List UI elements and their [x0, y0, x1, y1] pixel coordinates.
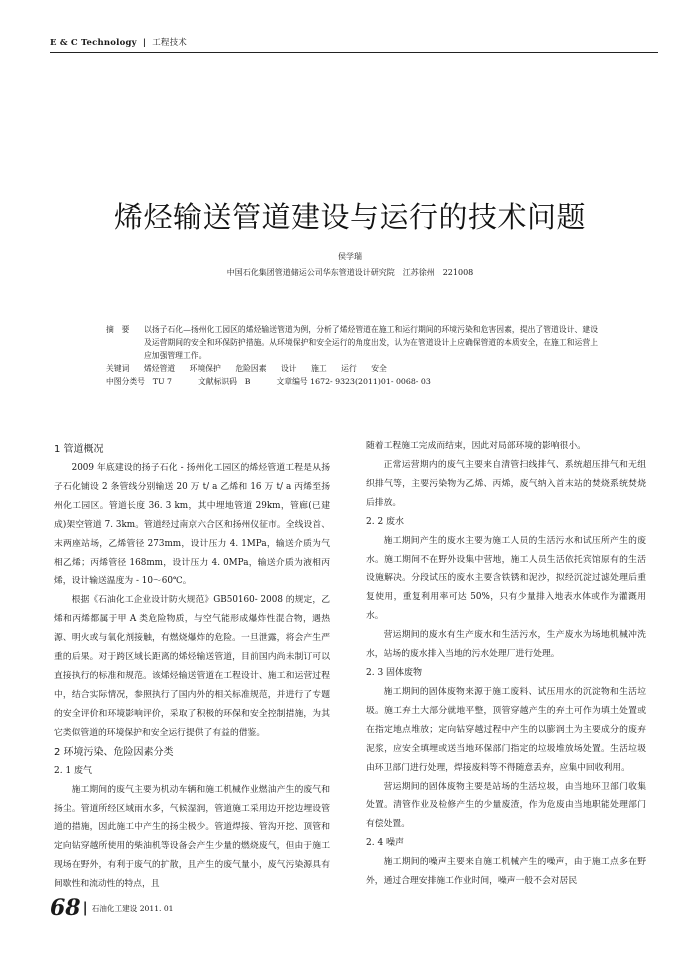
article-title: 烯烃输送管道建设与运行的技术问题 — [113, 200, 586, 235]
section-heading: 1 管道概况 — [54, 444, 104, 455]
right-column — [366, 437, 646, 891]
journal-issue: 石油化工建设 2011. 01 — [91, 903, 174, 913]
abstract-text: 以扬子石化—扬州化工园区的烯烃输送管道为例，分析了烯烃管道在施工和运行期间的环境污染和危害因素，提出了管道设计、建设及运营期间的安全和环保防护措施。从环境保护和安全运行的角度出发，认为在管道设计上应确保管道的本质安全，在施工和运营上应加强管理工作。 — [144, 325, 598, 360]
paragraph: 营运期间的固体废物主要是站场的生活垃圾，由当地环卫部门收集处置。清管作业及检修产生的少量废渣，作为危废由当地职能处理部门有偿处置。 — [366, 781, 646, 830]
author: 侯学瑞 — [338, 252, 362, 261]
running-header — [50, 36, 658, 48]
section-heading: 2 环境污染、危险因素分类 — [54, 746, 174, 758]
subsection-heading: 2. 4 噪声 — [366, 838, 405, 849]
article-number: 文章编号 1672- 9323(2011)01- 0068- 03 — [276, 377, 431, 386]
keywords-label: 关键词 — [106, 364, 130, 373]
paragraph: 施工期间的固体废物来源于施工废料、试压用水的沉淀物和生活垃圾。施工弃土大部分就地平整，顶管穿越产生的弃土可作为填土处置或在指定地点堆放；定向钻穿越过程中产生的以膨润土为主要成分的废弃泥浆，应安全填埋或送当地环保部门指定的垃圾堆放场处置。生活垃圾由环卫部门进行处理，焊接废料等不得随意丢弃，应集中回收利用。 — [366, 686, 646, 773]
left-column — [54, 440, 330, 894]
header-rule — [50, 52, 658, 53]
paragraph: 施工期间的噪声主要来自施工机械产生的噪声，由于施工点多在野外，通过合理安排施工作业时间，噪声一般不会对居民 — [366, 857, 646, 887]
abstract-block — [106, 323, 598, 388]
footer-separator: | — [82, 900, 88, 916]
abstract-label: 摘 要 — [106, 325, 130, 334]
subsection-heading: 2. 1 废气 — [54, 765, 93, 776]
keyword: 环境保护 — [189, 364, 221, 373]
keyword: 危险因素 — [235, 364, 267, 373]
paragraph: 2009 年底建设的扬子石化 - 扬州化工园区的烯烃管道工程是从扬子石化铺设 2 条管线分别输送 20 万 t/ a 乙烯和 16 万 t/ a 丙烯至扬州化工园区。管道长度 36. 3 km，其中埋地管道 29km，管廊(已建成)架空管道 7. 3km。管道经过南京六合区和扬州仪征市。全线设首、末两座站场，乙烯管径 273mm，设计压力 4. 1MPa，输送介质为气相乙烯；丙烯管径 168mm，设计压力 4. 0MPa，输送介质为液相丙烯，设计输送温度为 - 10～60℃。 — [54, 463, 330, 587]
page-footer — [50, 893, 174, 923]
keywords-list — [144, 362, 598, 375]
paragraph: 营运期间的废水有生产废水和生活污水，生产废水为场地机械冲洗水，站场的废水排入当地的污水处理厂进行处理。 — [366, 630, 646, 660]
keyword: 烯烃管道 — [144, 364, 176, 373]
paragraph: 正常运营期内的废气主要来自清管扫线排气、系统超压排气和无组织排气等，主要污染物为乙烯、丙烯，废气纳入首末站的焚烧系统焚烧后排放。 — [366, 459, 646, 508]
paragraph: 施工期间的废气主要为机动车辆和施工机械作业燃油产生的废气和扬尘。管道所经区域雨水多，气候湿润，管道施工采用边开挖边埋设管道的措施，因此施工中产生的扬尘极少。管道焊接、管沟开挖、顶管和定向钻穿越所使用的柴油机等设备会产生少量的燃烧废气，但由于施工现场在野外，有利于废气的扩散，且产生的废气量小，废气污染源具有间歇性和流动性的特点，且 — [54, 784, 330, 890]
paragraph: 随着工程施工完成而结束，因此对局部环境的影响很小。 — [366, 441, 586, 451]
keyword: 施工 — [311, 364, 327, 373]
journal-english-name: E & C Technology — [50, 38, 137, 48]
keyword: 安全 — [371, 364, 387, 373]
keyword: 设计 — [281, 364, 297, 373]
paragraph: 根据《石油化工企业设计防火规范》GB50160- 2008 的规定，乙烯和丙烯都属于甲 A 类危险物质，与空气能形成爆炸性混合物，遇热源、明火或与氧化剂接触，有燃烧爆炸的危险。一旦泄露，将会产生严重的后果。对于跨区域长距离的烯烃输送管道，目前国内尚未制订可以直接执行的标准和规范。该烯烃输送管道在工程设计、施工和运营过程中，结合实际情况，参照执行了国内外的相关标准规范，并进行了专题的安全评价和环境影响评价，采取了积极的环保和安全控制措施，为其它类似管道的环境保护和安全运行提供了有益的借鉴。 — [54, 595, 330, 738]
section-name: 工程技术 — [152, 38, 187, 48]
subsection-heading: 2. 3 固体废物 — [366, 667, 423, 678]
affiliation: 中国石化集团管道储运公司华东管道设计研究院 江苏徐州 221008 — [226, 268, 474, 277]
keyword: 运行 — [341, 364, 357, 373]
document-code: 文献标识码 B — [198, 377, 251, 386]
clc-number: 中图分类号 TU 7 — [106, 377, 172, 386]
paragraph: 施工期间产生的废水主要为施工人员的生活污水和试压所产生的废水。施工期间不在野外设集中营地，施工人员生活依托宾馆原有的生活设施解决。分段试压的废水主要含铁锈和泥沙，拟经沉淀过滤处理后重复使用，重复利用率可达 50%，只有少量排入地表水体或作为灌溉用水。 — [366, 535, 646, 622]
page-number: 68 — [50, 895, 81, 921]
subsection-heading: 2. 2 废水 — [366, 516, 405, 527]
header-separator: | — [139, 38, 150, 48]
